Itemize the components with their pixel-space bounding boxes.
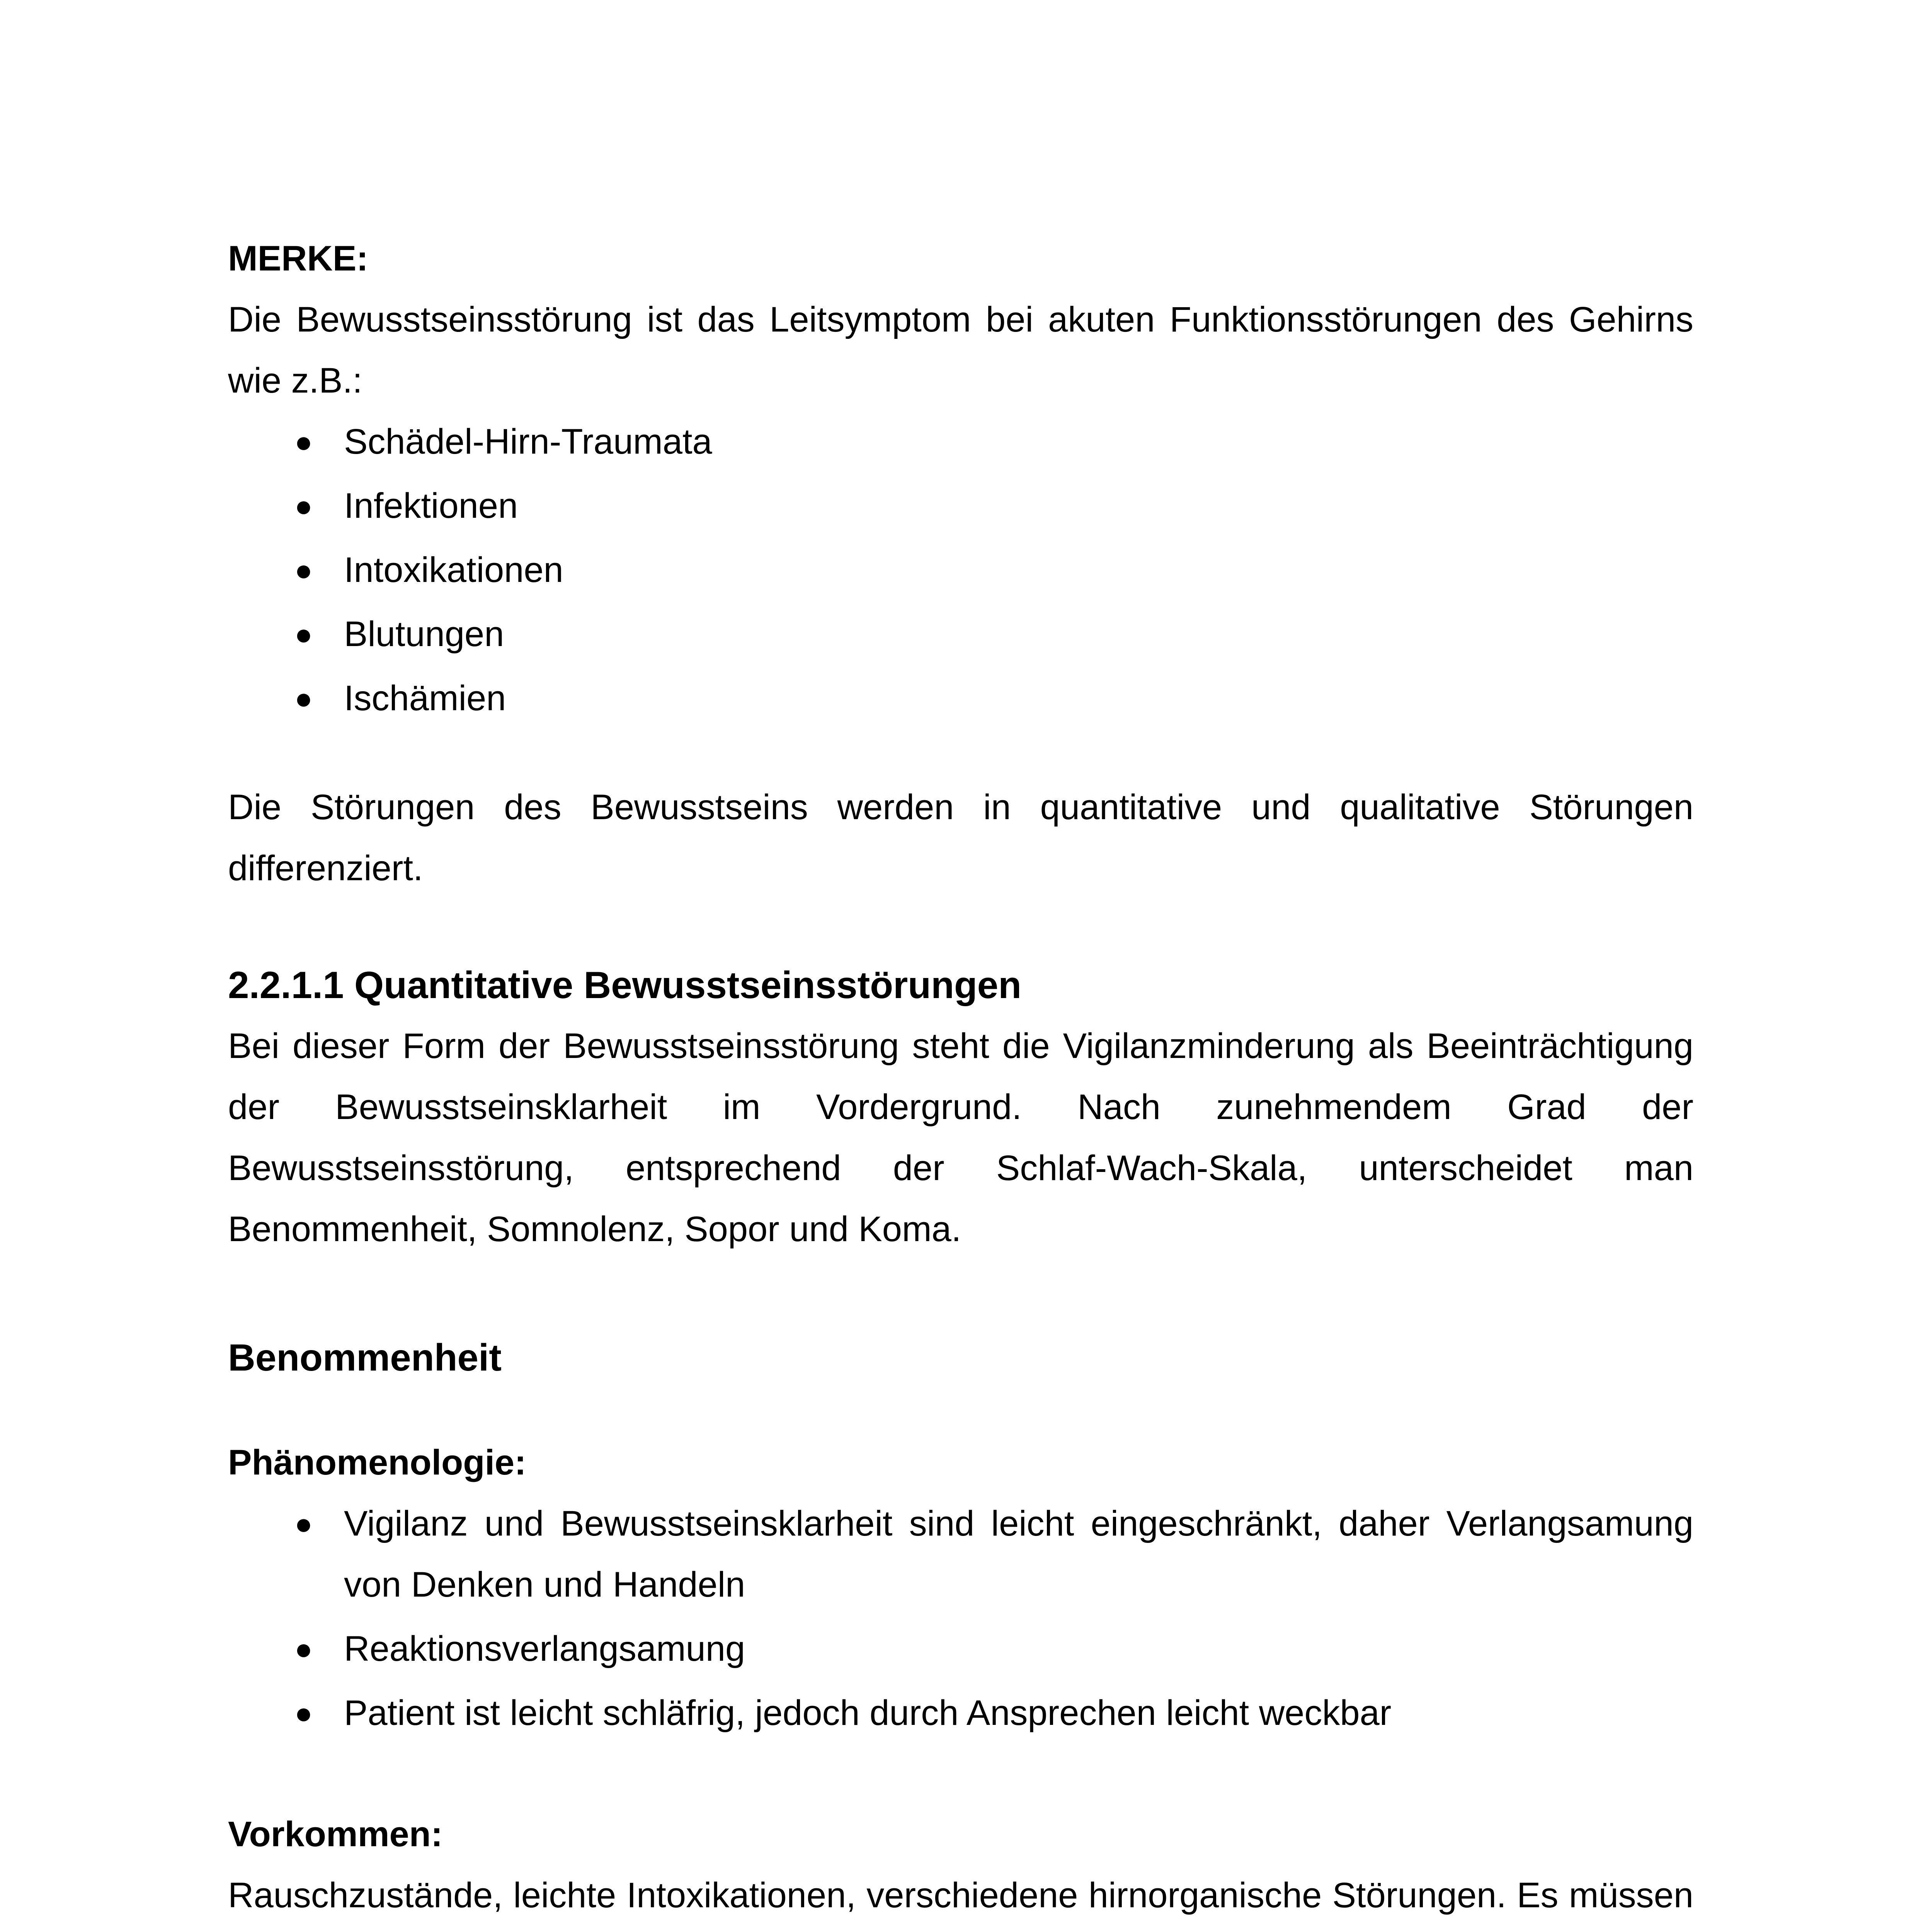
list-item [228,411,1693,472]
list-item-text: Intoxikationen [344,550,563,590]
bullet-icon: ● [294,1696,313,1730]
list-item [228,668,1693,729]
list-item [228,1493,1693,1615]
merke-intro: Die Bewusstseinsstörung ist das Leitsymptom bei akuten Funktionsstörungen des Gehirns wie z.B.: [228,300,1693,400]
list-item [228,1682,1693,1743]
list-item-text: Patient ist leicht schläfrig, jedoch durch Ansprechen leicht weckbar [344,1693,1392,1733]
merke-conclusion: Die Störungen des Bewusstseins werden in quantitative und qualitative Störungen differenziert. [228,787,1693,888]
page-content [228,228,1693,1932]
list-item [228,539,1693,600]
spacer [228,732,1693,777]
list-item [228,604,1693,665]
list-item-text: Vigilanz und Bewusstseinsklarheit sind leicht eingeschränkt, daher Verlangsamung von Denken und Handeln [344,1504,1693,1604]
bullet-icon: ● [294,553,313,587]
spacer [228,1260,1693,1327]
spacer [228,1747,1693,1804]
benommenheit-list [228,1493,1693,1743]
bullet-icon: ● [294,1507,313,1541]
merke-list [228,411,1693,729]
bullet-icon: ● [294,1632,313,1666]
list-item [228,1618,1693,1679]
bullet-icon: ● [294,489,313,523]
bullet-icon: ● [294,425,313,459]
list-item [228,475,1693,536]
bullet-icon: ● [294,681,313,715]
section-text: Bei dieser Form der Bewusstseinsstörung steht die Vigilanzminderung als Beeinträchtigung der Bewusstseinsklarheit im Vordergrund. Nach zunehmendem Grad der Bewusstseinsstörung, entsprechend der Schlaf-Wach-Skala, unterscheidet man Benommenheit, Somnolenz, Sopor und Koma. [228,1026,1693,1249]
section-heading: 2.2.1.1 Quantitative Bewusstseinsstörungen [228,964,1022,1006]
list-item-text: Ischämien [344,679,506,718]
bullet-icon: ● [294,617,313,651]
merke-label: MERKE: [228,239,368,278]
list-item-text: Blutungen [344,614,504,654]
list-item-text: Reaktionsverlangsamung [344,1629,745,1668]
benommenheit-vorkommen-text: Rauschzustände, leichte Intoxikationen, verschiedene hirnorganische Störungen. Es müssen [228,1876,1693,1915]
list-item-text: Infektionen [344,486,518,526]
benommenheit-vorkommen-label: Vorkommen: [228,1815,443,1854]
benommenheit-heading: Benommenheit [228,1336,502,1379]
spacer [228,1388,1693,1432]
benommenheit-phaenomenologie-label: Phänomenologie: [228,1443,526,1482]
list-item-text: Schädel-Hirn-Traumata [344,422,712,461]
